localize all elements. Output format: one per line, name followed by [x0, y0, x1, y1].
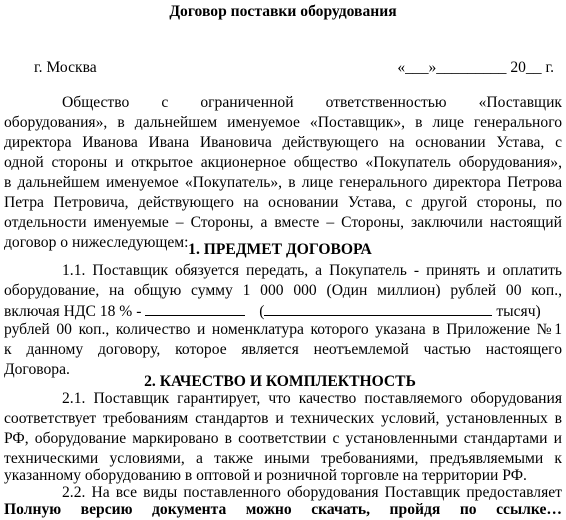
vat-blank-1 — [145, 300, 245, 316]
preamble-line: Петра Петровича, действующего на основании Устава, с другой стороны, по — [4, 194, 562, 211]
preamble-line: одной стороны и открытое акционерное общество «Покупатель оборудования», — [4, 154, 562, 171]
preamble-line: договор о нижеследующем: — [4, 234, 189, 251]
vat-blank-2 — [264, 300, 492, 316]
section-line: соответствует требованиям стандартов и технических условий, установленных в — [4, 410, 562, 427]
vat-suffix: тысяч) — [496, 303, 541, 320]
download-full-version-link[interactable]: Полную версию документа можно скачать, пройдя по ссылке… — [4, 501, 562, 518]
section-heading: 2. КАЧЕСТВО И КОМПЛЕКТНОСТЬ — [144, 373, 416, 390]
section-line: оборудование, на общую сумму 1 000 000 (Один миллион) рублей 00 коп., — [4, 282, 562, 299]
preamble-line: отдельности именуемые – Стороны, а вместе – Стороны, заключили настоящий — [4, 214, 562, 231]
place: г. Москва — [34, 59, 97, 76]
section-line: 2.2. На все виды поставленного оборудования Поставщик предоставляет — [62, 484, 562, 501]
section-line: 1.1. Поставщик обязуется передать, а Покупатель - принять и оплатить — [62, 262, 562, 279]
vat-line — [4, 300, 562, 322]
section-line: указанному оборудованию в оптовой и розничной торговле на территории РФ. — [4, 467, 527, 484]
section-line: к данному договору, которое является неотъемлемой частью настоящего — [4, 341, 562, 358]
section-line: рублей 00 коп., количество и номенклатура которого указана в Приложение №1 — [4, 321, 562, 338]
document-title: Договор поставки оборудования — [169, 3, 397, 20]
vat-prefix: включая НДС 18 % - — [4, 303, 142, 320]
preamble-line: оборудования», в дальнейшем именуемое «Поставщик», в лице генерального — [4, 114, 562, 131]
section-line: техническими условиями, а также иными требованиями, предъявляемыми к — [4, 450, 562, 467]
preamble-line: в дальнейшем именуемое «Покупатель», в лице генерального директора Петрова — [4, 174, 562, 191]
section-line: РФ, оборудование маркировано в соответствии с установленными стандартами и — [4, 430, 562, 447]
section-heading: 1. ПРЕДМЕТ ДОГОВОРА — [188, 241, 372, 258]
vat-paren: ( — [259, 303, 265, 320]
section-line: 2.1. Поставщик гарантирует, что качество поставляемого оборудования — [62, 390, 562, 407]
preamble-line: Общество с ограниченной ответственностью «Поставщик — [62, 94, 562, 111]
contract-date: «___»_________ 20__ г. — [397, 59, 554, 76]
preamble-line: директора Иванова Ивана Ивановича действующего на основании Устава, с — [4, 134, 562, 151]
section-line: Договора. — [4, 361, 70, 378]
